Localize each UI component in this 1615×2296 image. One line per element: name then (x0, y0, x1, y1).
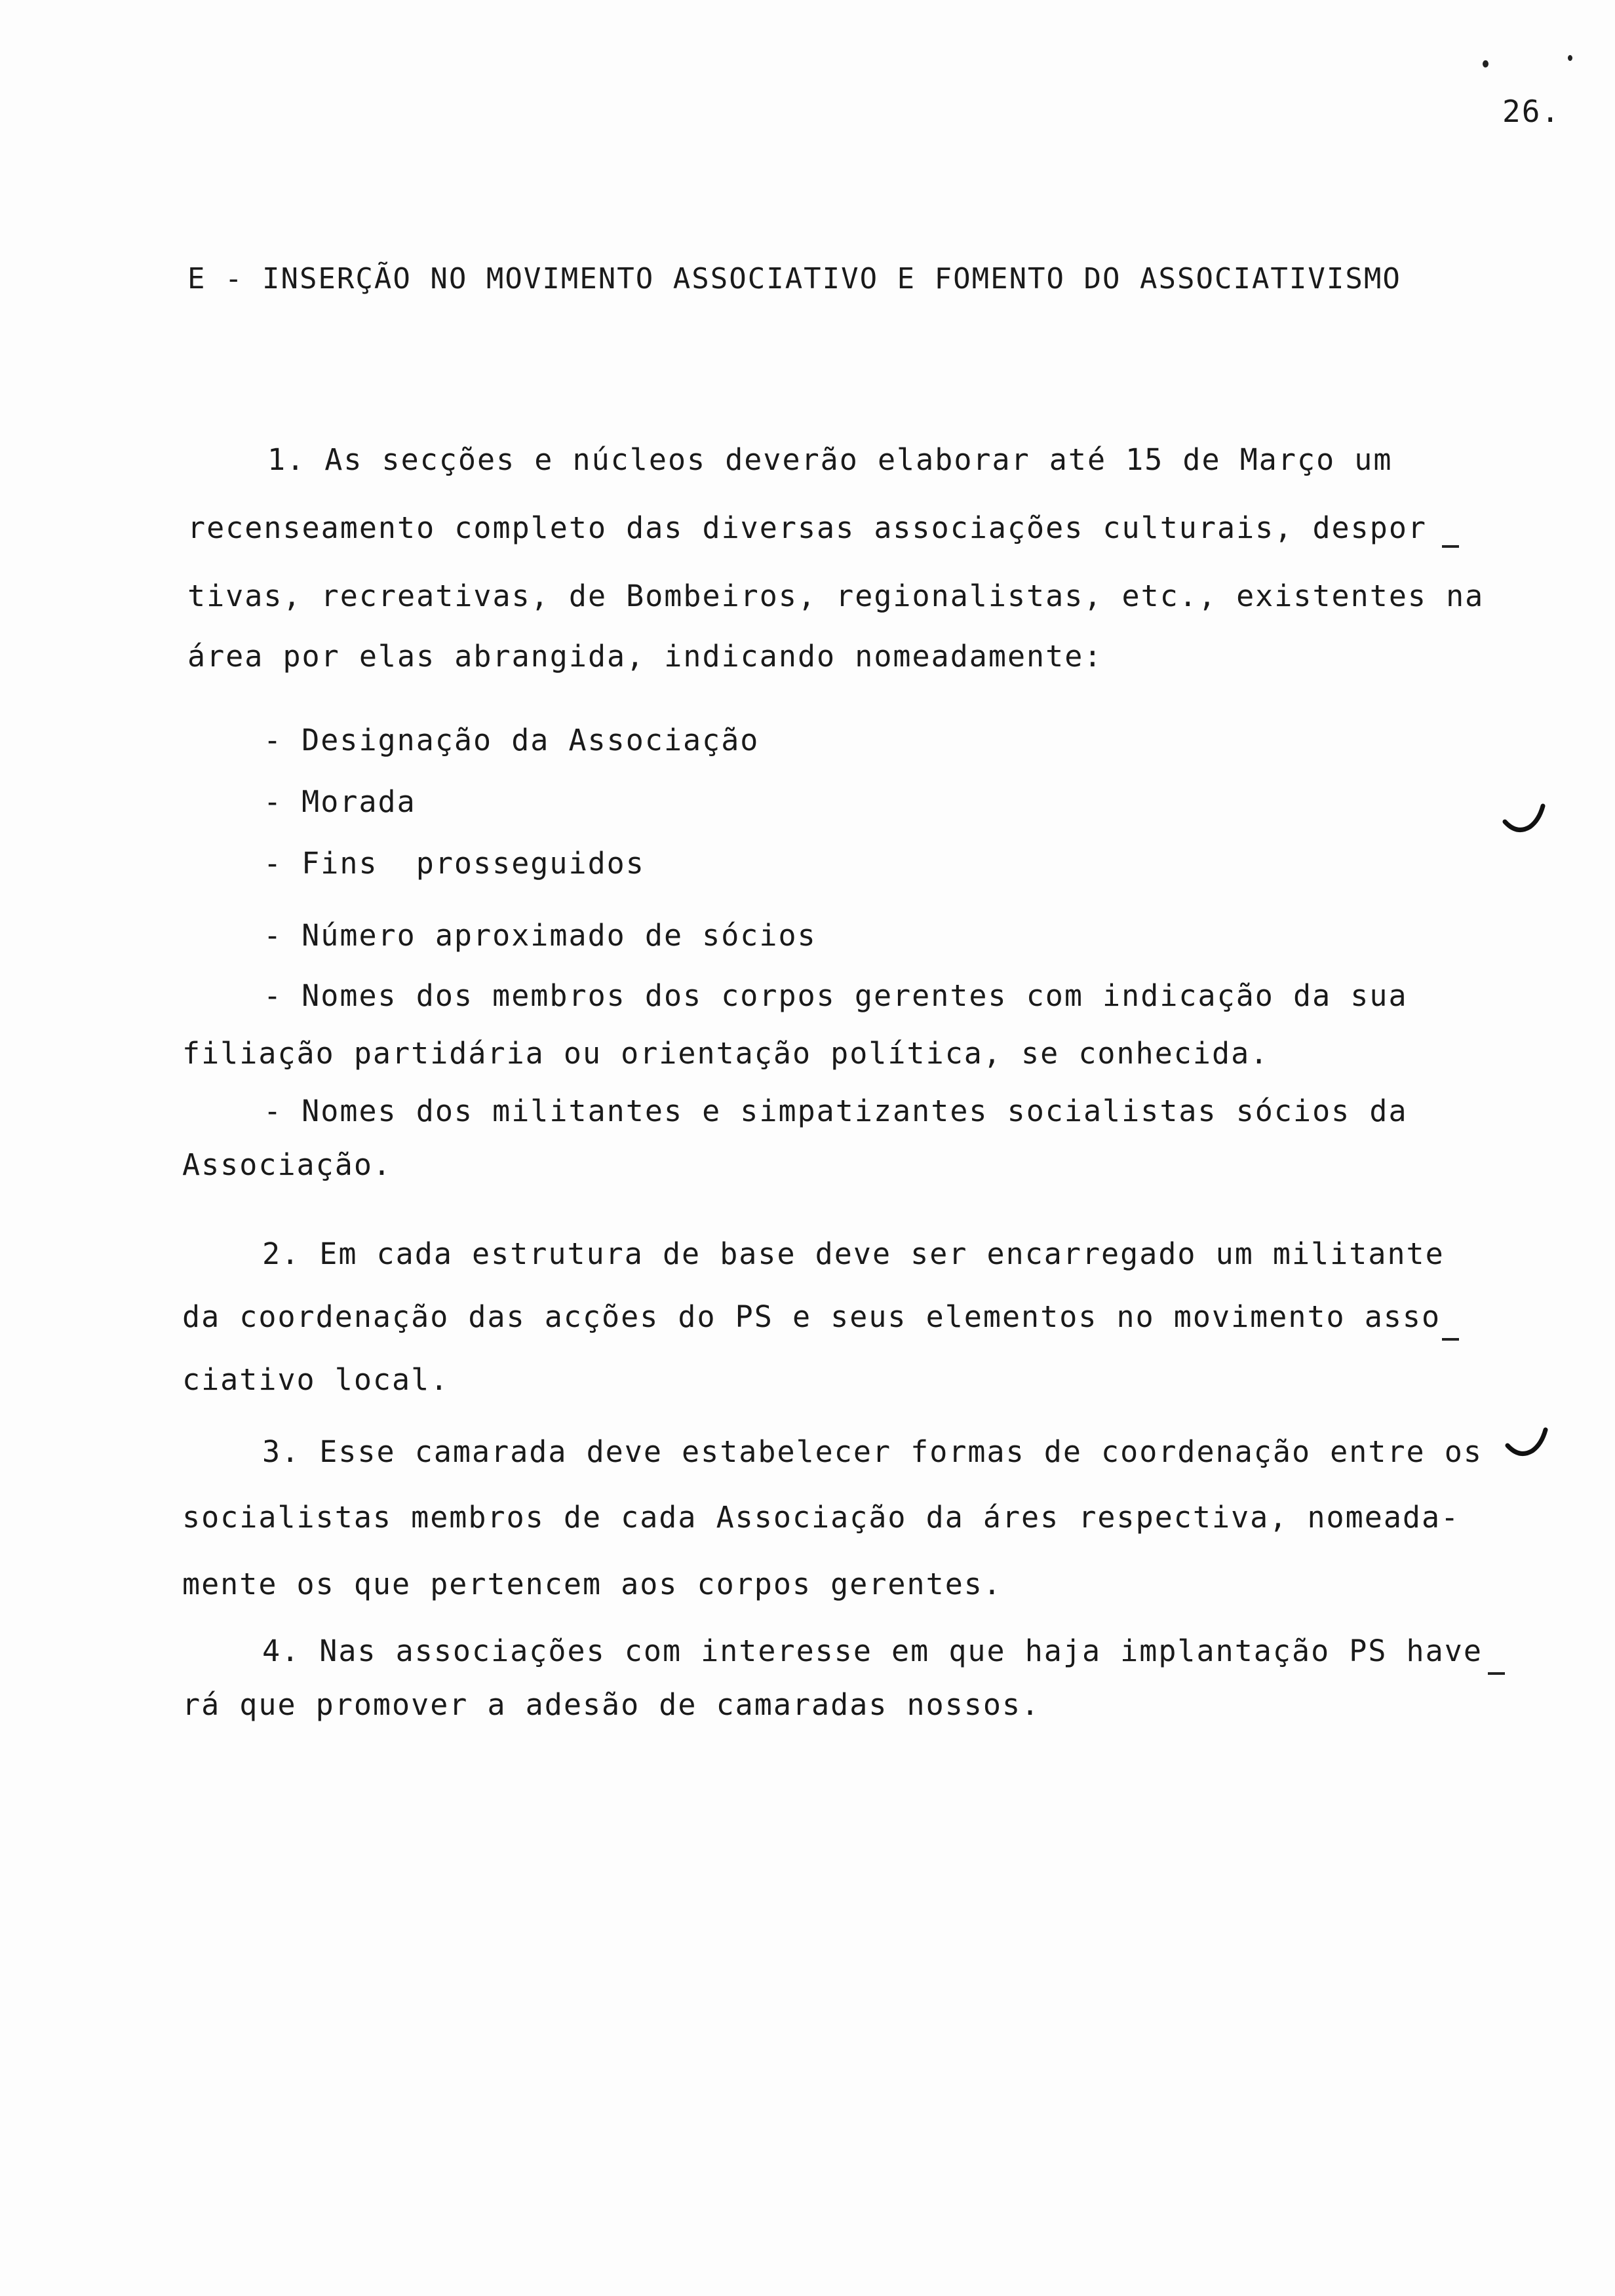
item-4-line-2: rá que promover a adesão de camaradas nossos. (182, 1687, 1041, 1722)
item-1-line-1: 1. As secções e núcleos deverão elaborar até 15 de Março um (267, 442, 1393, 477)
item-1-line-2: recenseamento completo das diversas associações culturais, despor (187, 510, 1427, 545)
hyphen-mark (1442, 545, 1459, 548)
item-4-line-1: 4. Nas associações com interesse em que haja implantação PS have (262, 1634, 1483, 1668)
list-item-nomes-militantes: - Nomes dos militantes e simpatizantes socialistas sócios da (263, 1094, 1408, 1128)
item-2-line-2: da coordenação das acções do PS e seus elementos no movimento asso (182, 1299, 1441, 1334)
check-mark-icon (1502, 802, 1548, 841)
list-item-nomes-membros-cont: filiação partidária ou orientação política, se conhecida. (182, 1036, 1270, 1071)
list-item-fins: - Fins prosseguidos (263, 846, 645, 881)
item-3-line-2: socialistas membros de cada Associação da áres respectiva, nomeada- (182, 1500, 1460, 1535)
item-3-line-3: mente os que pertencem aos corpos gerentes. (182, 1567, 1002, 1601)
item-3-line-1: 3. Esse camarada deve estabelecer formas de coordenação entre os (262, 1434, 1483, 1469)
scan-speck (1568, 55, 1572, 61)
page-number: 26. (1502, 94, 1561, 129)
list-item-nomes-militantes-cont: Associação. (182, 1147, 393, 1182)
list-item-morada: - Morada (263, 784, 416, 819)
item-1-line-4: área por elas abrangida, indicando nomeadamente: (187, 639, 1103, 674)
list-item-nomes-membros: - Nomes dos membros dos corpos gerentes com indicação da sua (263, 978, 1408, 1013)
list-item-numero-socios: - Número aproximado de sócios (263, 918, 817, 953)
check-mark-icon (1505, 1426, 1551, 1465)
hyphen-mark (1488, 1672, 1505, 1675)
item-2-line-3: ciativo local. (182, 1362, 450, 1397)
list-item-designacao: - Designação da Associação (263, 723, 760, 757)
item-1-line-3: tivas, recreativas, de Bombeiros, regionalistas, etc., existentes na (187, 579, 1485, 613)
section-heading: E - INSERÇÃO NO MOVIMENTO ASSOCIATIVO E FOMENTO DO ASSOCIATIVISMO (187, 262, 1401, 296)
scan-speck (1483, 60, 1489, 67)
hyphen-mark (1442, 1338, 1459, 1341)
item-2-line-1: 2. Em cada estrutura de base deve ser encarregado um militante (262, 1236, 1445, 1271)
